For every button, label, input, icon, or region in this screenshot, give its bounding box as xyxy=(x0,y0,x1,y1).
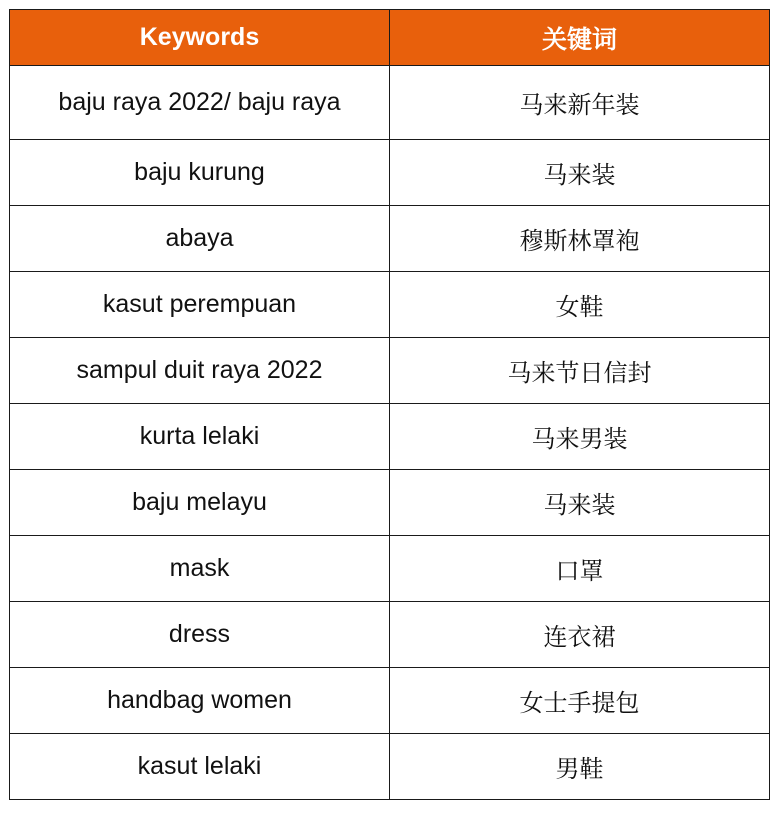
table-row xyxy=(10,668,770,734)
table-row xyxy=(10,602,770,668)
chinese-keyword-cell: 连衣裙 xyxy=(390,602,770,668)
keyword-cell: dress xyxy=(10,602,390,668)
chinese-keyword-cell: 马来装 xyxy=(390,470,770,536)
table-row xyxy=(10,734,770,800)
chinese-keyword-cell: 马来装 xyxy=(390,140,770,206)
keyword-cell: baju melayu xyxy=(10,470,390,536)
header-row xyxy=(10,10,770,66)
keyword-cell: abaya xyxy=(10,206,390,272)
keyword-cell: kasut lelaki xyxy=(10,734,390,800)
keyword-cell: baju raya 2022/ baju raya xyxy=(10,66,390,140)
keywords-table xyxy=(9,9,770,800)
keyword-cell: kasut perempuan xyxy=(10,272,390,338)
table-row xyxy=(10,338,770,404)
table-row xyxy=(10,206,770,272)
table-row xyxy=(10,272,770,338)
keyword-cell: kurta lelaki xyxy=(10,404,390,470)
keyword-cell: mask xyxy=(10,536,390,602)
header-keywords: Keywords xyxy=(10,10,390,66)
header-chinese-keywords: 关键词 xyxy=(390,10,770,66)
keyword-cell: baju kurung xyxy=(10,140,390,206)
table-row xyxy=(10,470,770,536)
chinese-keyword-cell: 马来男装 xyxy=(390,404,770,470)
chinese-keyword-cell: 穆斯林罩袍 xyxy=(390,206,770,272)
chinese-keyword-cell: 口罩 xyxy=(390,536,770,602)
table-row xyxy=(10,140,770,206)
keyword-cell: sampul duit raya 2022 xyxy=(10,338,390,404)
chinese-keyword-cell: 女鞋 xyxy=(390,272,770,338)
table-row xyxy=(10,536,770,602)
chinese-keyword-cell: 女士手提包 xyxy=(390,668,770,734)
table-row xyxy=(10,66,770,140)
keyword-cell: handbag women xyxy=(10,668,390,734)
chinese-keyword-cell: 马来节日信封 xyxy=(390,338,770,404)
chinese-keyword-cell: 男鞋 xyxy=(390,734,770,800)
table-row xyxy=(10,404,770,470)
chinese-keyword-cell: 马来新年装 xyxy=(390,66,770,140)
